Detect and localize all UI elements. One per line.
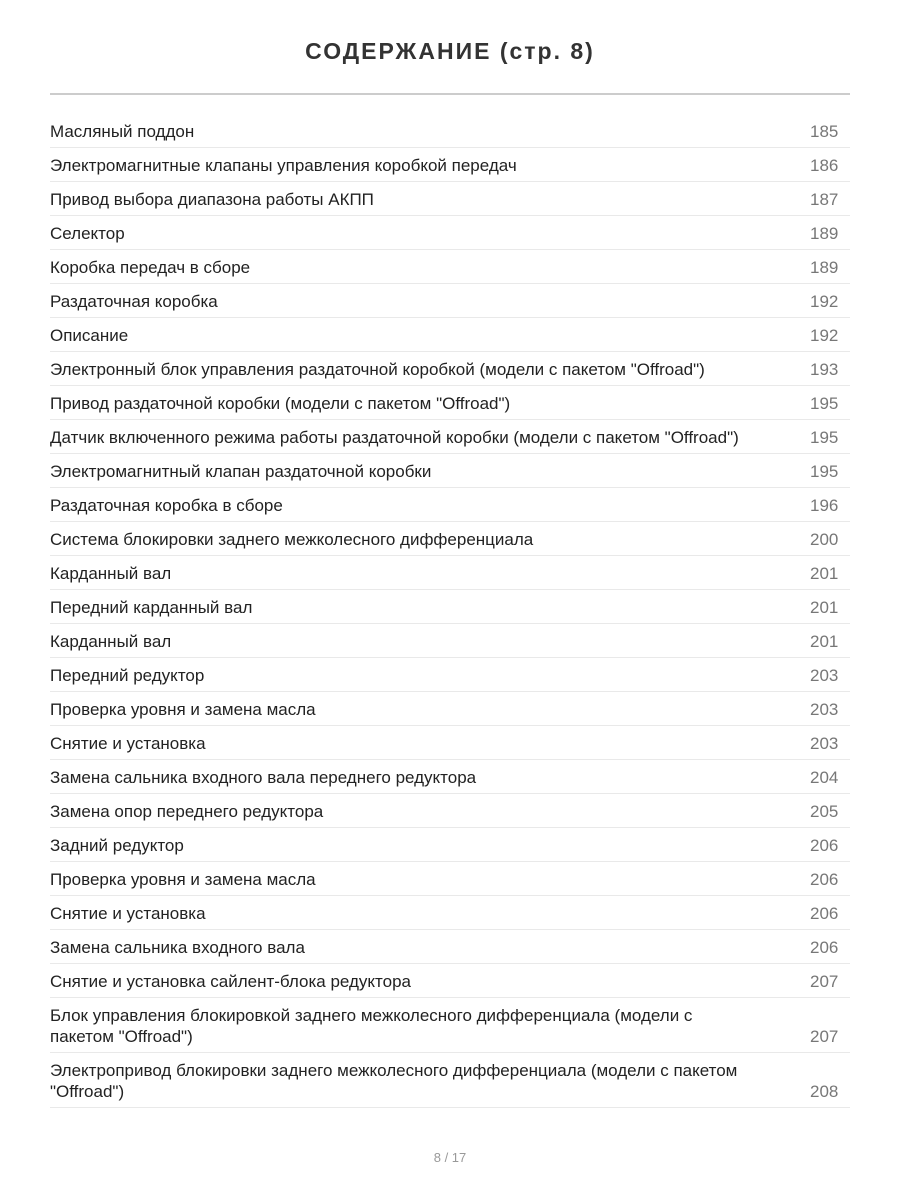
toc-row[interactable] xyxy=(50,114,850,148)
toc-row[interactable] xyxy=(50,284,850,318)
toc-row[interactable] xyxy=(50,828,850,862)
title-divider xyxy=(50,93,850,95)
toc-entry-label: Селектор xyxy=(50,224,125,243)
toc-page-number: 195 xyxy=(810,462,839,481)
toc-page-number: 201 xyxy=(810,564,839,583)
toc-entry-label: Масляный поддон xyxy=(50,122,195,141)
toc-page-number: 203 xyxy=(810,700,839,719)
toc-entry-label: Снятие и установка xyxy=(50,734,206,753)
page-title: СОДЕРЖАНИЕ (стр. 8) xyxy=(305,38,595,64)
toc-row[interactable] xyxy=(50,624,850,658)
toc-row[interactable] xyxy=(50,1053,850,1108)
toc-entry-label: Привод выбора диапазона работы АКПП xyxy=(50,190,374,209)
toc-page-number: 206 xyxy=(810,870,839,889)
toc-entry-label: Электромагнитные клапаны управления коробкой передач xyxy=(50,156,517,175)
toc-row[interactable] xyxy=(50,454,850,488)
toc-entry-label: Электронный блок управления раздаточной коробкой (модели с пакетом "Offroad") xyxy=(50,360,705,379)
toc-entry-label: Раздаточная коробка xyxy=(50,292,218,311)
toc-page-number: 192 xyxy=(810,326,839,345)
toc-row[interactable] xyxy=(50,658,850,692)
toc-page-number: 186 xyxy=(810,156,839,175)
toc-entry-label: Электромагнитный клапан раздаточной коробки xyxy=(50,462,432,481)
toc-entry-label: Привод раздаточной коробки (модели с пакетом "Offroad") xyxy=(50,394,511,413)
table-of-contents xyxy=(50,114,850,1108)
toc-row[interactable] xyxy=(50,352,850,386)
toc-row[interactable] xyxy=(50,556,850,590)
toc-entry-label: Проверка уровня и замена масла xyxy=(50,700,316,719)
toc-row[interactable] xyxy=(50,862,850,896)
toc-entry-label: Блок управления блокировкой заднего межколесного дифференциала (модели с пакетом "Offroad") xyxy=(50,1006,693,1046)
toc-row[interactable] xyxy=(50,522,850,556)
toc-row[interactable] xyxy=(50,794,850,828)
toc-entry-label: Проверка уровня и замена масла xyxy=(50,870,316,889)
toc-page-number: 201 xyxy=(810,632,839,651)
toc-entry-label: Снятие и установка сайлент-блока редуктора xyxy=(50,972,412,991)
toc-row[interactable] xyxy=(50,590,850,624)
toc-page-number: 193 xyxy=(810,360,839,379)
toc-page-number: 208 xyxy=(810,1082,839,1101)
toc-entry-label: Раздаточная коробка в сборе xyxy=(50,496,283,515)
toc-row[interactable] xyxy=(50,760,850,794)
toc-entry-label: Датчик включенного режима работы раздаточной коробки (модели с пакетом "Offroad") xyxy=(50,428,739,447)
toc-entry-label: Система блокировки заднего межколесного дифференциала xyxy=(50,530,534,549)
toc-entry-label: Описание xyxy=(50,326,129,345)
toc-row[interactable] xyxy=(50,386,850,420)
toc-entry-label: Замена сальника входного вала переднего редуктора xyxy=(50,768,477,787)
toc-entry-label: Снятие и установка xyxy=(50,904,206,923)
toc-page-number: 195 xyxy=(810,428,839,447)
toc-page-number: 187 xyxy=(810,190,839,209)
toc-row[interactable] xyxy=(50,692,850,726)
toc-page-number: 203 xyxy=(810,734,839,753)
toc-row[interactable] xyxy=(50,964,850,998)
toc-page-number: 200 xyxy=(810,530,839,549)
toc-row[interactable] xyxy=(50,726,850,760)
toc-page-number: 201 xyxy=(810,598,839,617)
page-counter: 8 / 17 xyxy=(433,1150,467,1165)
toc-page-number: 204 xyxy=(810,768,839,787)
toc-row[interactable] xyxy=(50,216,850,250)
toc-row[interactable] xyxy=(50,318,850,352)
toc-row[interactable] xyxy=(50,930,850,964)
toc-entry-label: Карданный вал xyxy=(50,632,172,651)
toc-page-number: 195 xyxy=(810,394,839,413)
toc-entry-label: Карданный вал xyxy=(50,564,172,583)
toc-entry-label: Передний редуктор xyxy=(50,666,205,685)
toc-row[interactable] xyxy=(50,998,850,1053)
toc-page-number: 207 xyxy=(810,1027,839,1046)
toc-page-number: 207 xyxy=(810,972,839,991)
toc-entry-label: Коробка передач в сборе xyxy=(50,258,251,277)
toc-row[interactable] xyxy=(50,250,850,284)
toc-page-number: 189 xyxy=(810,224,839,243)
toc-row[interactable] xyxy=(50,896,850,930)
toc-entry-label: Передний карданный вал xyxy=(50,598,253,617)
toc-entry-label: Электропривод блокировки заднего межколесного дифференциала (модели с пакетом "Offroad") xyxy=(50,1061,738,1101)
toc-page-number: 192 xyxy=(810,292,839,311)
toc-row[interactable] xyxy=(50,182,850,216)
toc-entry-label: Замена опор переднего редуктора xyxy=(50,802,324,821)
toc-page-number: 206 xyxy=(810,938,839,957)
toc-page-number: 206 xyxy=(810,836,839,855)
toc-page-number: 196 xyxy=(810,496,839,515)
toc-row[interactable] xyxy=(50,488,850,522)
toc-entry-label: Задний редуктор xyxy=(50,836,184,855)
toc-page-number: 203 xyxy=(810,666,839,685)
toc-row[interactable] xyxy=(50,420,850,454)
toc-page-number: 185 xyxy=(810,122,839,141)
toc-entry-label: Замена сальника входного вала xyxy=(50,938,305,957)
toc-page-number: 189 xyxy=(810,258,839,277)
toc-page-number: 205 xyxy=(810,802,839,821)
toc-row[interactable] xyxy=(50,148,850,182)
toc-page-number: 206 xyxy=(810,904,839,923)
